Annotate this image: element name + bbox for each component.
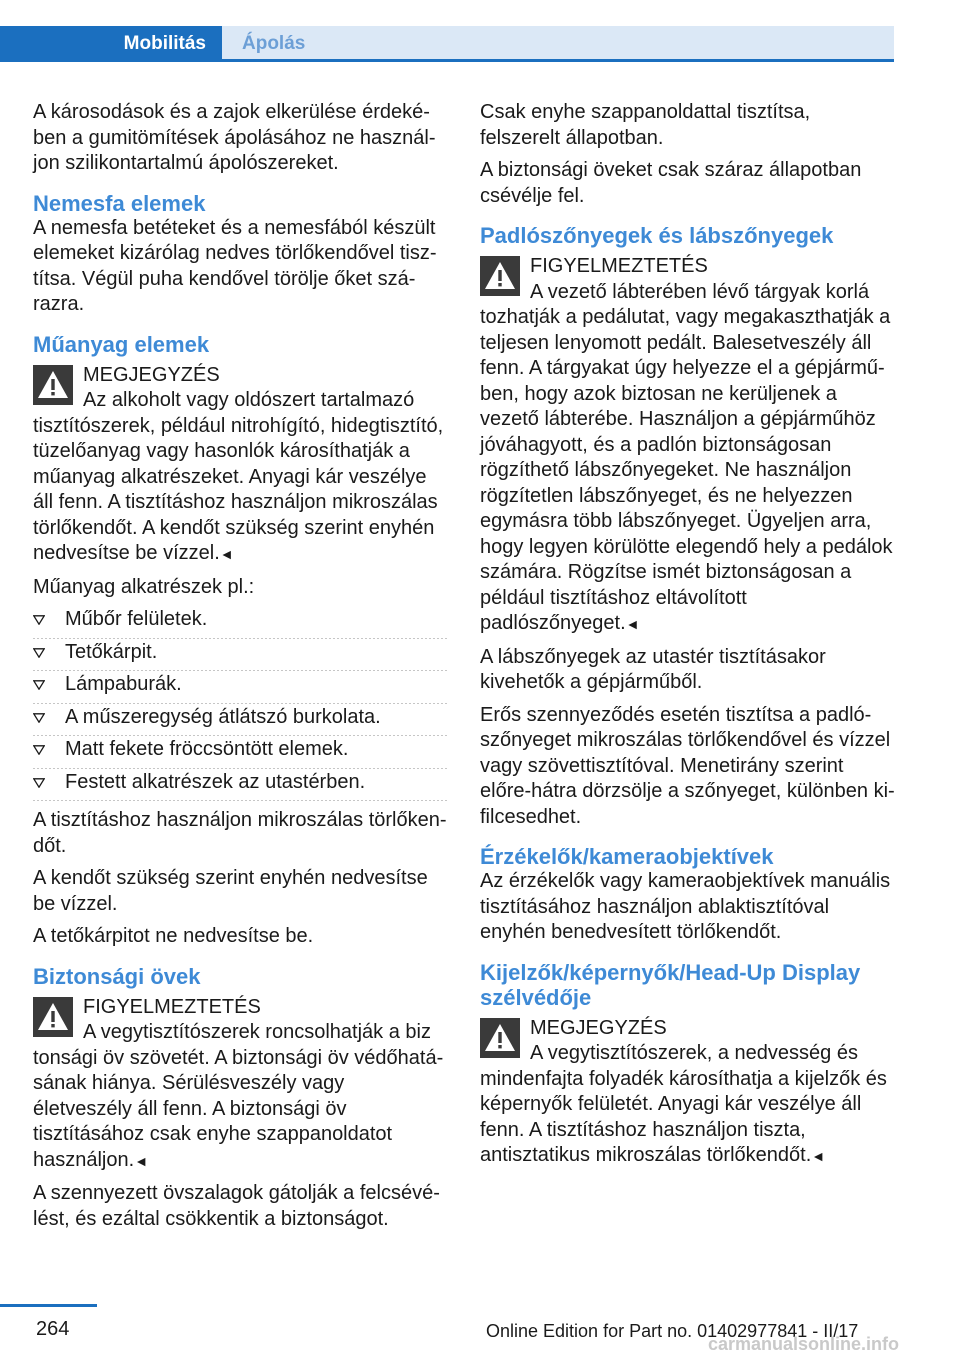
list-item-text: Lámpaburák. xyxy=(65,673,182,695)
tab-mobilitas-label: Mobilitás xyxy=(123,33,206,54)
notice-body: mindenfajta folyadék károsíthatja a kijelzők és képernyők felületét. Anyagi kár veszélye áll fenn. A tisztításhoz használjon tiszta, antisztatikus mikroszálas törlőkendőt. xyxy=(480,1067,887,1166)
heading-displays: Kijelzők/képernyők/Head-Up Display szélvédője xyxy=(480,959,861,1010)
bullet-triangle-icon xyxy=(33,745,45,755)
end-mark: ◄ xyxy=(219,546,234,562)
page-number: 264 xyxy=(36,1318,70,1340)
heading-nemesfa: Nemesfa elemek xyxy=(33,190,206,216)
heading-mats: Padlószőnyegek és lábszőnyegek xyxy=(480,223,834,248)
paragraph-heavy-dirt: Erős szennyeződés esetén tisztítsa a padlószőnyeget mikroszálas törlőkendővel és vízzel vagy szövettisztítóval. Menetirány szerint előre-hátra dörzsölje a szőnyeget, különben kifilcesedhet. xyxy=(480,703,895,828)
list-item xyxy=(33,640,448,673)
heading-muanyag: Műanyag elemek xyxy=(33,331,210,357)
paragraph-dry: A biztonsági öveket csak száraz állapotban csévélje fel. xyxy=(480,159,862,207)
notice-muanyag xyxy=(33,363,448,568)
warning-first-line: A vegytisztítószerek roncsolhatják a biz xyxy=(83,1021,431,1043)
left-column xyxy=(33,100,448,1239)
list-item xyxy=(33,770,448,803)
list-item xyxy=(33,737,448,770)
warning-title: FIGYELMEZTETÉS xyxy=(530,255,708,277)
footer-rule xyxy=(0,1304,97,1307)
warning-triangle-icon xyxy=(480,256,520,296)
bullet-triangle-icon xyxy=(33,713,45,723)
list-item xyxy=(33,672,448,705)
bullet-triangle-icon xyxy=(33,680,45,690)
warning-first-line: A vezető lábterében lévő tárgyak korlá xyxy=(530,280,870,303)
paragraph-micro: A tisztításhoz használjon mikroszálas törlőkendőt. xyxy=(33,809,447,857)
warning-body: tonsági öv szövetét. A biztonsági öv védőhatásának hiánya. Sérülésveszély vagy életveszély áll fenn. A biztonsági öv tisztításához csak enyhe szappanoldatot használjon. xyxy=(33,1046,444,1171)
end-mark: ◄ xyxy=(811,1148,826,1164)
end-mark: ◄ xyxy=(134,1152,149,1169)
tab-apolas-label: Ápolás xyxy=(242,33,306,54)
warning-triangle-icon xyxy=(33,997,73,1037)
notice-body: tisztítószerek, például nitrohígító, hidegtisztító, tüzelőanyag vagy hasonlók károsíthatják a műanyag alkatrészeket. Anyagi kár veszélye áll fenn. A tisztításhoz használjon mikroszálas törlőkendőt. A kendőt szükség szerint enyhén nedvesítse be vízzel. xyxy=(33,414,444,564)
parts-list xyxy=(33,607,448,802)
paragraph-soap: Csak enyhe szappanoldattal tisztítsa, felszerelt állapotban. xyxy=(480,101,811,149)
warning-mats xyxy=(480,254,895,638)
header-rule xyxy=(0,59,894,62)
list-item xyxy=(33,705,448,738)
notice-title: MEGJEGYZÉS xyxy=(530,1016,667,1039)
watermark: carmanualsonline.info xyxy=(708,1334,900,1354)
notice-title: MEGJEGYZÉS xyxy=(83,363,220,386)
warning-body: tozhatják a pedálutat, vagy megakaszthatják a teljesen lenyomott pedált. Balesetveszély áll fenn. A tárgyakat úgy helyezze el a gépjárműben, hogy azok biztosan ne kerüljenek a vezető lábterébe. Használjon a gépjárműhöz jóváhagyott, és a padlón biztonságosan rögzíthető lábszőnyegeket. Ne használjon rögzítetlen lábszőnyeget, és ne helyezzen egymásra több lábszőnyeget. Ügyeljen arra, hogy legyen körülötte elegendő hely a pedálok számára. Rögzítse ismét biztonságosan a például tisztításhoz eltávolított padlószőnyeget. xyxy=(480,306,893,634)
notice-displays xyxy=(480,1016,895,1170)
notice-first-line: Az alkoholt vagy oldószert tartalmazó xyxy=(83,389,415,411)
heading-sensors: Érzékelők/kameraobjektívek xyxy=(480,844,774,869)
end-mark: ◄ xyxy=(625,616,640,632)
paragraph-parts: Műanyag alkatrészek pl.: xyxy=(33,575,255,598)
warning-triangle-icon xyxy=(480,1018,520,1058)
list-item-text: A műszeregység átlátszó burkolata. xyxy=(65,705,381,728)
heading-belts: Biztonsági övek xyxy=(33,963,201,989)
paragraph-roof: A tetőkárpitot ne nedvesítse be. xyxy=(33,925,314,947)
bullet-triangle-icon xyxy=(33,615,45,625)
paragraph-dirty-belts: A szennyezett övszalagok gátolják a felcsévélést, és ezáltal csökkentik a biztonságot. xyxy=(33,1182,440,1230)
paragraph-nemesfa: A nemesfa betéteket és a nemesfából készült elemeket kizárólag nedves törlőkendővel tisztítsa. Végül puha kendővel törölje őket szárazra. xyxy=(33,216,437,315)
intro-paragraph: A károsodások és a zajok elkerülése érdekében a gumitömítések ápolásához ne használjon szilikontartalmú ápolószereket. xyxy=(33,101,436,174)
list-item-text: Műbőr felületek. xyxy=(65,608,208,630)
bullet-triangle-icon xyxy=(33,778,45,788)
tab-mobilitas xyxy=(0,26,222,61)
list-item xyxy=(33,607,448,640)
paragraph-remove-mats: A lábszőnyegek az utastér tisztításakor kivehetők a gépjárműből. xyxy=(480,645,826,693)
warning-triangle-icon xyxy=(33,365,73,405)
tab-apolas xyxy=(222,26,894,61)
list-item-text: Festett alkatrészek az utastérben. xyxy=(65,770,366,793)
list-item-text: Matt fekete fröccsöntött elemek. xyxy=(65,738,349,760)
warning-belts xyxy=(33,995,448,1175)
footer-edition: Online Edition for Part no. 01402977841 - II/17 xyxy=(486,1321,859,1341)
right-column xyxy=(480,100,895,1177)
paragraph-wet: A kendőt szükség szerint enyhén nedvesítse be vízzel. xyxy=(33,867,428,915)
bullet-triangle-icon xyxy=(33,648,45,658)
warning-title: FIGYELMEZTETÉS xyxy=(83,995,261,1018)
paragraph-sensors: Az érzékelők vagy kameraobjektívek manuális tisztításához használjon ablaktisztítóval enyhén benedvesített törlőkendőt. xyxy=(480,870,891,943)
list-item-text: Tetőkárpit. xyxy=(65,640,158,663)
notice-first-line: A vegytisztítószerek, a nedvesség és xyxy=(530,1042,858,1064)
